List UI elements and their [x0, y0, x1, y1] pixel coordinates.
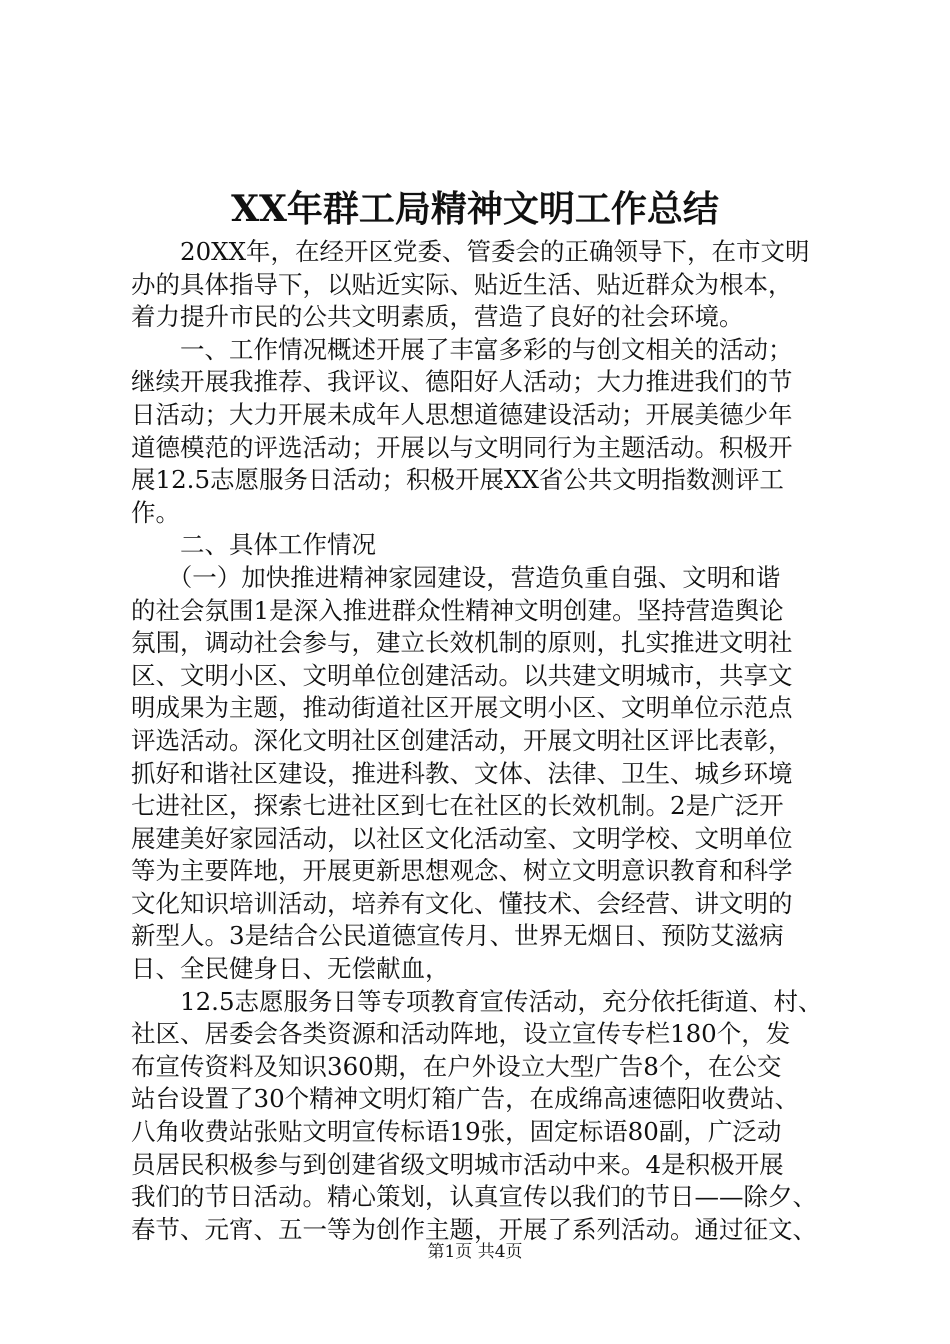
body-line: 明成果为主题，推动街道社区开展文明小区、文明单位示范点 — [131, 693, 793, 723]
body-line: 春节、元宵、五一等为创作主题，开展了系列活动。通过征文、 — [131, 1214, 817, 1244]
body-line: 评选活动。深化文明社区创建活动，开展文明社区评比表彰， — [131, 725, 793, 755]
body-line: 作。 — [131, 497, 180, 527]
body-line: 等为主要阵地，开展更新思想观念、树立文明意识教育和科学 — [131, 856, 793, 886]
body-line: 新型人。3是结合公民道德宣传月、世界无烟日、预防艾滋病 — [131, 921, 784, 951]
body-line: 展12.5志愿服务日活动；积极开展XX省公共文明指数测评工 — [131, 465, 784, 495]
body-line: 我们的节日活动。精心策划，认真宣传以我们的节日——除夕、 — [131, 1182, 817, 1212]
body-line: 七进社区，探索七进社区到七在社区的长效机制。2是广泛开 — [131, 791, 784, 821]
page-number-footer: 第1页 共4页 — [427, 1242, 523, 1262]
body-line: 着力提升市民的公共文明素质，营造了良好的社会环境。 — [131, 302, 744, 332]
body-line: 布宣传资料及知识360期，在户外设立大型广告8个，在公交 — [131, 1051, 782, 1081]
body-line: 展建美好家园活动，以社区文化活动室、文明学校、文明单位 — [131, 823, 793, 853]
body-line: 八角收费站张贴文明宣传标语19张，固定标语80副，广泛动 — [131, 1117, 782, 1147]
body-line: 的社会氛围1是深入推进群众性精神文明创建。坚持营造舆论 — [131, 595, 784, 625]
body-line: （一）加快推进精神家园建设，营造负重自强、文明和谐 — [131, 562, 781, 592]
body-line: 社区、居委会各类资源和活动阵地，设立宣传专栏180个，发 — [131, 1019, 791, 1049]
body-line: 日、全民健身日、无偿献血， — [131, 954, 450, 984]
body-line: 文化知识培训活动，培养有文化、懂技术、会经营、讲文明的 — [131, 888, 793, 918]
document-title: XX年群工局精神文明工作总结 — [231, 188, 719, 230]
body-line: 12.5志愿服务日等专项教育宣传活动，充分依托街道、村、 — [131, 986, 823, 1016]
body-line: 站台设置了30个精神文明灯箱广告，在成绵高速德阳收费站、 — [131, 1084, 800, 1114]
section-heading: 二、具体工作情况 — [131, 530, 376, 560]
body-line: 日活动；大力开展未成年人思想道德建设活动；开展美德少年 — [131, 399, 793, 429]
body-line: 办的具体指导下，以贴近实际、贴近生活、贴近群众为根本， — [131, 269, 793, 299]
body-line: 氛围，调动社会参与，建立长效机制的原则，扎实推进文明社 — [131, 628, 793, 658]
body-line: 区、文明小区、文明单位创建活动。以共建文明城市，共享文 — [131, 660, 793, 690]
body-line: 20XX年，在经开区党委、管委会的正确领导下，在市文明 — [131, 237, 810, 266]
document-body — [131, 236, 831, 1246]
body-line: 道德模范的评选活动；开展以与文明同行为主题活动。积极开 — [131, 432, 793, 462]
body-line: 继续开展我推荐、我评议、德阳好人活动；大力推进我们的节 — [131, 367, 793, 397]
body-line: 一、工作情况概述开展了丰富多彩的与创文相关的活动； — [131, 334, 793, 364]
body-line: 员居民积极参与到创建省级文明城市活动中来。4是积极开展 — [131, 1149, 784, 1179]
body-line: 抓好和谐社区建设，推进科教、文体、法律、卫生、城乡环境 — [131, 758, 793, 788]
